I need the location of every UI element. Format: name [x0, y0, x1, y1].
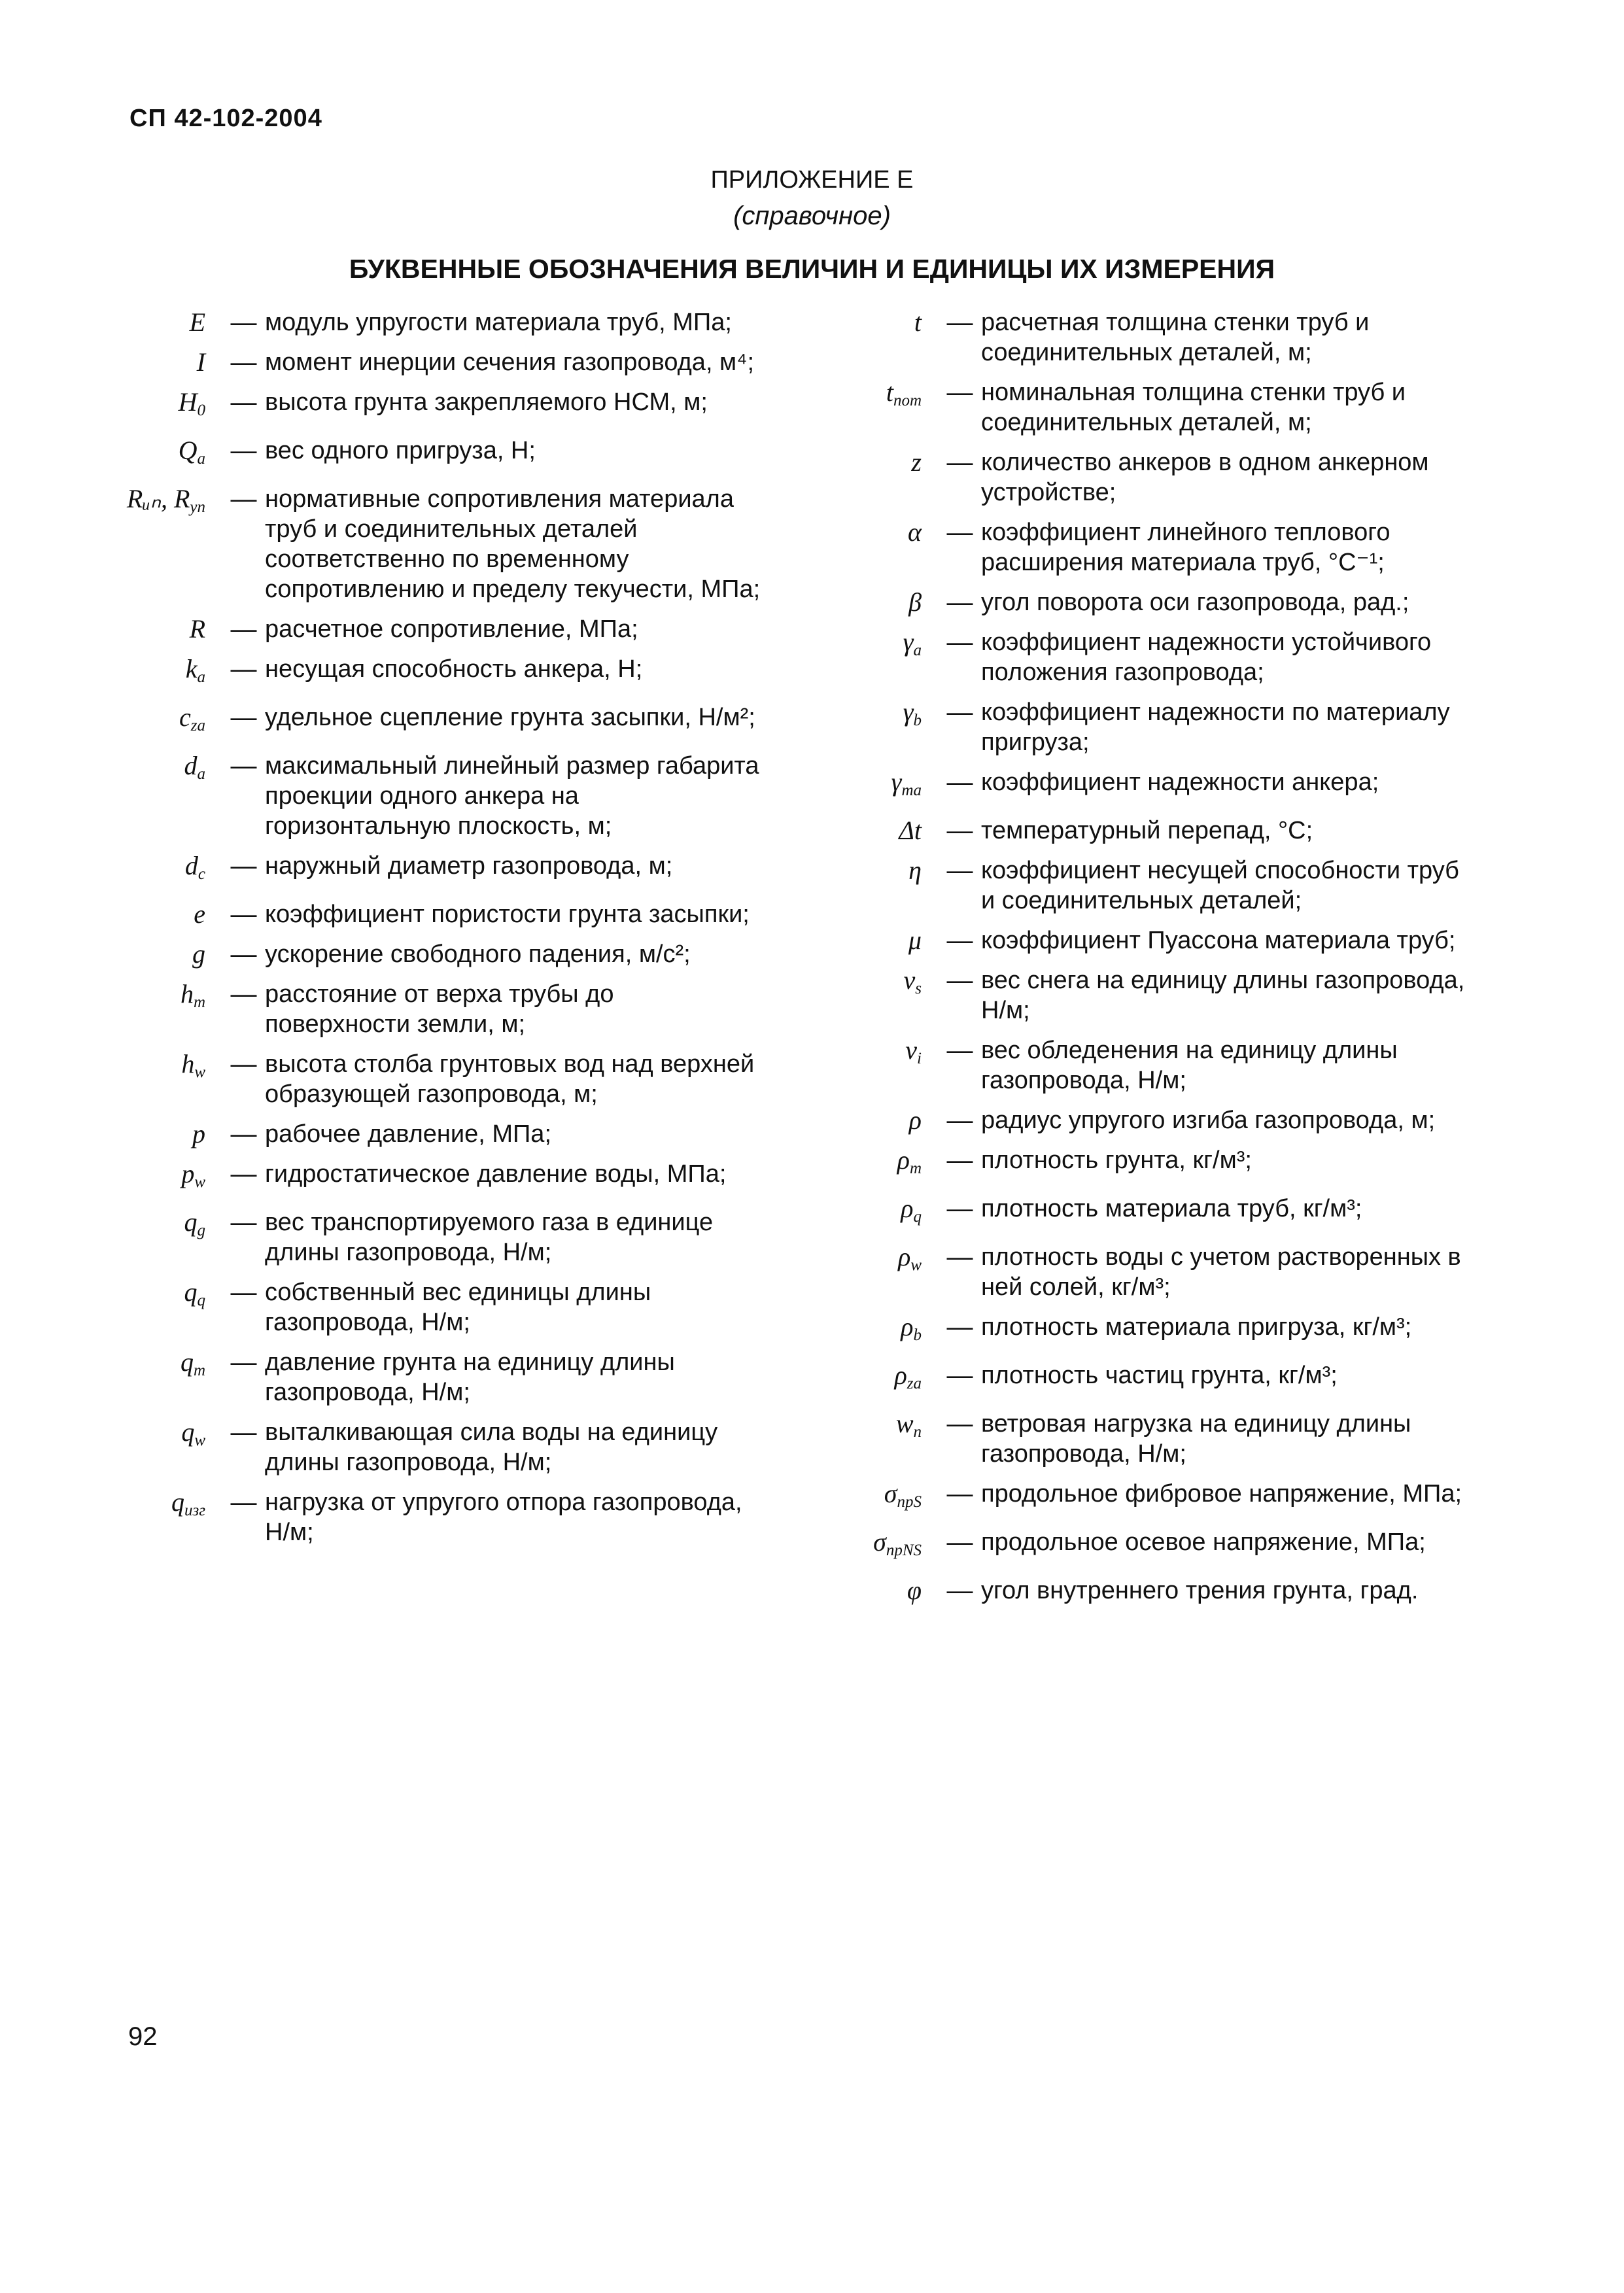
symbol-subscript: w — [910, 1256, 922, 1274]
symbol-base: q — [180, 1347, 194, 1377]
symbol-entry — [98, 1417, 765, 1477]
symbol — [98, 387, 222, 426]
symbol-base: β — [908, 587, 922, 617]
symbol-entry — [814, 855, 1468, 916]
dash: — — [946, 816, 973, 845]
symbol-description: давление грунта на единицу длины газопровода, Н/м; — [265, 1349, 675, 1406]
dash: — — [230, 1050, 257, 1078]
dash: — — [230, 348, 257, 377]
dash: — — [230, 852, 257, 880]
symbol — [814, 517, 939, 547]
symbol-base: σ — [884, 1479, 897, 1508]
dash: — — [946, 378, 973, 407]
symbol — [98, 307, 222, 337]
symbol-subscript: a — [913, 642, 922, 659]
symbol — [98, 939, 222, 969]
symbol — [98, 1207, 222, 1246]
dash: — — [946, 448, 973, 477]
symbol-description: плотность грунта, кг/м³; — [981, 1146, 1252, 1174]
symbol — [98, 436, 222, 474]
symbol — [814, 1194, 939, 1232]
symbol — [814, 1409, 939, 1447]
symbol-base: Rᵤₙ, R — [126, 484, 190, 513]
symbol-base: R — [189, 614, 205, 644]
symbol-description: плотность материала труб, кг/м³; — [981, 1195, 1362, 1222]
symbol-base: v — [903, 965, 916, 995]
dash: — — [946, 926, 973, 955]
dash: — — [946, 588, 973, 617]
symbol-subscript: za — [190, 717, 205, 734]
symbol-entry — [98, 387, 765, 426]
symbol-description: коэффициент Пуассона материала труб; — [981, 927, 1456, 954]
symbol-entry — [98, 939, 765, 969]
dash: — — [946, 1036, 973, 1065]
symbol-description: коэффициент надежности по материалу пригруза; — [981, 698, 1450, 756]
dash: — — [946, 698, 973, 727]
symbol — [814, 587, 939, 617]
page-title: БУКВЕННЫЕ ОБОЗНАЧЕНИЯ ВЕЛИЧИН И ЕДИНИЦЫ ИХ ИЗМЕРЕНИЯ — [349, 254, 1275, 284]
symbol — [98, 1119, 222, 1149]
symbol-entry — [98, 979, 765, 1039]
symbol-entry — [98, 1487, 765, 1547]
dash: — — [946, 1576, 973, 1605]
symbol-base: e — [194, 899, 205, 929]
dash: — — [946, 1361, 973, 1390]
symbol-entry — [98, 436, 765, 474]
symbol-base: H — [178, 387, 198, 417]
symbol-base: ρ — [901, 1312, 914, 1341]
symbol-base: p — [192, 1119, 205, 1148]
symbol-description: коэффициент пористости грунта засыпки; — [265, 901, 750, 928]
symbol-entry — [814, 1105, 1468, 1135]
symbol-base: z — [911, 447, 922, 477]
dash: — — [946, 628, 973, 657]
document-code: СП 42-102-2004 — [130, 105, 322, 132]
symbol-description: плотность материала пригруза, кг/м³; — [981, 1313, 1412, 1341]
appendix-title: ПРИЛОЖЕНИЕ Е — [710, 166, 914, 194]
symbol — [98, 614, 222, 644]
symbol-base: q — [181, 1417, 195, 1447]
symbol-entry — [98, 347, 765, 377]
symbol-entry — [814, 1194, 1468, 1232]
symbol — [814, 1035, 939, 1074]
symbol — [98, 751, 222, 789]
symbol — [98, 899, 222, 929]
symbol-base: ρ — [908, 1105, 922, 1135]
symbol-description: вес снега на единицу длины газопровода, Н/м; — [981, 967, 1465, 1024]
symbol-base: η — [908, 855, 922, 885]
symbol — [814, 1360, 939, 1399]
symbol-description: номинальная толщина стенки труб и соединительных деталей, м; — [981, 379, 1406, 436]
dash: — — [946, 1409, 973, 1438]
symbol-subscript: q — [913, 1208, 922, 1226]
dash: — — [230, 308, 257, 337]
symbol-subscript: ma — [901, 782, 922, 799]
dash: — — [230, 1278, 257, 1307]
symbol-subscript: g — [197, 1222, 205, 1239]
symbol-description: угол внутреннего трения грунта, град. — [981, 1577, 1419, 1604]
symbol-description: вес транспортируемого газа в единице длины газопровода, Н/м; — [265, 1209, 714, 1266]
symbol — [98, 654, 222, 693]
appendix-type: (справочное) — [733, 201, 891, 230]
symbol-description: угол поворота оси газопровода, рад.; — [981, 589, 1409, 616]
symbol — [98, 702, 222, 741]
symbol — [814, 1527, 939, 1566]
symbol — [98, 851, 222, 889]
symbol-entry — [814, 1312, 1468, 1351]
symbol-description: рабочее давление, МПа; — [265, 1120, 552, 1148]
symbol-subscript: m — [193, 993, 205, 1011]
symbol-base: g — [192, 939, 205, 969]
symbol-base: I — [196, 347, 205, 377]
symbol-subscript: c — [198, 865, 205, 883]
symbol-description: коэффициент надежности устойчивого положения газопровода; — [981, 629, 1432, 686]
symbol — [98, 1487, 222, 1526]
symbol-description: нормативные сопротивления материала труб и соединительных деталей соответственно по временному сопротивлению и пределу текучести, МПа; — [265, 485, 761, 603]
symbol-base: w — [895, 1409, 914, 1438]
dash: — — [230, 436, 257, 465]
symbol-description: продольное фибровое напряжение, МПа; — [981, 1480, 1462, 1508]
symbol-base: ρ — [901, 1194, 914, 1223]
symbol-subscript: a — [197, 450, 205, 468]
symbol-description: собственный вес единицы длины газопровода, Н/м; — [265, 1279, 651, 1336]
symbol-entry — [98, 702, 765, 741]
dash: — — [230, 485, 257, 513]
dash: — — [230, 388, 257, 417]
dash: — — [230, 1488, 257, 1517]
dash: — — [230, 615, 257, 644]
symbol-entry — [98, 751, 765, 841]
symbol-base: v — [905, 1035, 918, 1065]
symbols-column-left — [98, 307, 765, 1557]
symbol-subscript: s — [915, 980, 922, 997]
dash: — — [946, 768, 973, 797]
symbol — [814, 767, 939, 806]
dash: — — [946, 1479, 973, 1508]
dash: — — [230, 751, 257, 780]
symbol-subscript: прNS — [886, 1542, 922, 1559]
symbol-entry — [814, 517, 1468, 578]
symbol-base: ρ — [897, 1145, 910, 1175]
symbol-description: плотность частиц грунта, кг/м³; — [981, 1362, 1338, 1389]
symbol-base: p — [181, 1159, 195, 1188]
dash: — — [946, 1194, 973, 1223]
symbol-description: несущая способность анкера, Н; — [265, 655, 643, 683]
symbol-description: модуль упругости материала труб, МПа; — [265, 309, 732, 336]
symbol-description: максимальный линейный размер габарита проекции одного анкера на горизонтальную плоскость, м; — [265, 752, 759, 840]
symbol-base: d — [184, 851, 198, 880]
symbol-description: наружный диаметр газопровода, м; — [265, 852, 673, 880]
symbol-description: ускорение свободного падения, м/с²; — [265, 940, 691, 968]
symbol — [98, 1347, 222, 1386]
symbol-subscript: a — [197, 765, 205, 783]
symbol-base: ρ — [894, 1360, 907, 1390]
symbol-subscript: a — [197, 668, 205, 686]
symbol-subscript: m — [909, 1160, 922, 1177]
symbol-subscript: изг — [184, 1502, 205, 1519]
symbol — [814, 627, 939, 666]
dash: — — [230, 703, 257, 732]
symbol-entry — [814, 965, 1468, 1026]
symbol — [814, 307, 939, 337]
symbol-entry — [814, 1242, 1468, 1302]
dash: — — [230, 655, 257, 683]
symbol-entry — [98, 654, 765, 693]
symbol-subscript: n — [913, 1423, 922, 1441]
symbol-subscript: w — [194, 1432, 205, 1449]
symbol-description: расчетное сопротивление, МПа; — [265, 615, 638, 643]
dash: — — [946, 308, 973, 337]
symbol-entry — [98, 851, 765, 889]
symbol — [814, 1145, 939, 1184]
symbol-description: момент инерции сечения газопровода, м⁴; — [265, 349, 755, 376]
symbol-entry — [814, 816, 1468, 846]
dash: — — [946, 1146, 973, 1175]
symbol-entry — [814, 1576, 1468, 1606]
symbol-entry — [814, 587, 1468, 617]
symbol-entry — [98, 1347, 765, 1407]
symbol-description: коэффициент несущей способности труб и соединительных деталей; — [981, 857, 1459, 914]
symbol-description: высота столба грунтовых вод над верхней образующей газопровода, м; — [265, 1050, 755, 1108]
dash: — — [230, 980, 257, 1009]
symbol-base: μ — [908, 925, 922, 955]
symbol-base: q — [184, 1207, 198, 1237]
symbol-entry — [814, 627, 1468, 687]
symbol — [814, 1105, 939, 1135]
symbol-subscript: yn — [190, 498, 205, 516]
symbol-entry — [814, 1409, 1468, 1469]
symbol — [98, 979, 222, 1018]
symbol-subscript: m — [193, 1362, 205, 1379]
symbol-base: h — [181, 1049, 195, 1078]
dash: — — [230, 900, 257, 929]
symbol-entry — [814, 697, 1468, 757]
symbol-base: k — [185, 654, 198, 683]
symbol-subscript: q — [197, 1292, 205, 1309]
symbol-entry — [814, 925, 1468, 956]
symbol-subscript: b — [913, 712, 922, 729]
symbol-base: γ — [903, 697, 914, 727]
symbol-entry — [814, 767, 1468, 806]
symbol-subscript: i — [917, 1050, 922, 1067]
dash: — — [946, 1528, 973, 1557]
symbol — [814, 816, 939, 846]
symbol — [98, 1049, 222, 1088]
symbol-description: высота грунта закрепляемого НСМ, м; — [265, 388, 708, 416]
page-number: 92 — [128, 2022, 158, 2051]
symbol-base: q — [171, 1487, 184, 1517]
dash: — — [230, 1348, 257, 1377]
symbol — [98, 1277, 222, 1316]
symbol-description: нагрузка от упругого отпора газопровода, Н/м; — [265, 1489, 742, 1546]
symbol — [98, 1159, 222, 1198]
symbol-subscript: w — [194, 1173, 205, 1191]
symbol — [814, 697, 939, 736]
symbol-description: плотность воды с учетом растворенных в ней солей, кг/м³; — [981, 1243, 1461, 1301]
dash: — — [946, 1313, 973, 1341]
symbol-description: коэффициент надежности анкера; — [981, 768, 1379, 796]
symbol — [814, 1576, 939, 1606]
symbol — [98, 1417, 222, 1456]
dash: — — [946, 518, 973, 547]
symbol-entry — [814, 1527, 1468, 1566]
dash: — — [946, 856, 973, 885]
symbol-description: расчетная толщина стенки труб и соединительных деталей, м; — [981, 309, 1370, 366]
symbol-base: γ — [903, 627, 914, 657]
symbol-description: количество анкеров в одном анкерном устройстве; — [981, 449, 1429, 506]
symbol-base: q — [184, 1277, 198, 1307]
symbol-entry — [98, 899, 765, 929]
symbol-entry — [814, 1035, 1468, 1095]
symbol-entry — [98, 614, 765, 644]
dash: — — [230, 1418, 257, 1447]
symbol-entry — [814, 1145, 1468, 1184]
symbol — [814, 1312, 939, 1351]
dash: — — [230, 1120, 257, 1148]
symbol-description: расстояние от верха трубы до поверхности земли, м; — [265, 980, 614, 1038]
symbol-entry — [98, 1277, 765, 1337]
symbol-base: ρ — [898, 1242, 911, 1271]
symbol-subscript: nom — [893, 392, 922, 409]
symbol-description: выталкивающая сила воды на единицу длины газопровода, Н/м; — [265, 1419, 718, 1476]
symbol-base: Q — [178, 436, 198, 465]
symbol-base: φ — [907, 1576, 922, 1605]
symbol-base: Δt — [899, 816, 922, 845]
symbol-description: коэффициент линейного теплового расширения материала труб, °С⁻¹; — [981, 519, 1391, 576]
symbol-entry — [814, 307, 1468, 368]
symbol-description: гидростатическое давление воды, МПа; — [265, 1160, 727, 1188]
symbol-subscript: w — [194, 1063, 205, 1081]
symbol — [98, 347, 222, 377]
symbol-description: радиус упругого изгиба газопровода, м; — [981, 1107, 1436, 1134]
symbol-base: t — [914, 307, 922, 337]
symbol-subscript: za — [907, 1375, 922, 1392]
symbol — [814, 1479, 939, 1517]
dash: — — [230, 1208, 257, 1237]
symbol-entry — [98, 307, 765, 337]
symbol-description: продольное осевое напряжение, МПа; — [981, 1528, 1426, 1556]
symbol-description: температурный перепад, °С; — [981, 817, 1313, 844]
symbol-entry — [98, 1159, 765, 1198]
symbol — [814, 965, 939, 1004]
dash: — — [230, 1160, 257, 1188]
symbols-column-right — [814, 307, 1468, 1615]
dash: — — [946, 1106, 973, 1135]
dash: — — [946, 966, 973, 995]
symbol — [98, 484, 222, 523]
symbol-description: ветровая нагрузка на единицу длины газопровода, Н/м; — [981, 1410, 1411, 1468]
symbol-entry — [814, 447, 1468, 508]
symbol — [814, 855, 939, 886]
symbol-base: h — [180, 979, 194, 1009]
symbol — [814, 925, 939, 956]
symbol — [814, 1242, 939, 1281]
symbol-base: α — [908, 517, 922, 547]
symbol-description: вес обледенения на единицу длины газопровода, Н/м; — [981, 1037, 1398, 1094]
symbol-entry — [98, 1049, 765, 1109]
symbol-base: E — [189, 307, 205, 337]
symbol-subscript: b — [913, 1326, 922, 1344]
symbol — [814, 377, 939, 416]
symbol-base: γ — [891, 767, 902, 797]
symbol — [814, 447, 939, 477]
symbol-entry — [98, 1119, 765, 1149]
dash: — — [230, 940, 257, 969]
symbol-base: t — [886, 377, 893, 407]
symbol-entry — [814, 1360, 1468, 1399]
dash: — — [946, 1243, 973, 1271]
symbol-entry — [98, 1207, 765, 1267]
symbol-entry — [814, 377, 1468, 438]
symbol-entry — [98, 484, 765, 604]
symbol-subscript: прS — [897, 1493, 922, 1511]
symbol-description: вес одного пригруза, Н; — [265, 437, 536, 464]
symbol-subscript: 0 — [197, 402, 205, 419]
symbol-base: d — [184, 751, 198, 780]
symbol-base: σ — [873, 1527, 886, 1557]
symbol-base: c — [179, 702, 191, 732]
symbol-entry — [814, 1479, 1468, 1517]
symbol-description: удельное сцепление грунта засыпки, Н/м²; — [265, 704, 755, 731]
